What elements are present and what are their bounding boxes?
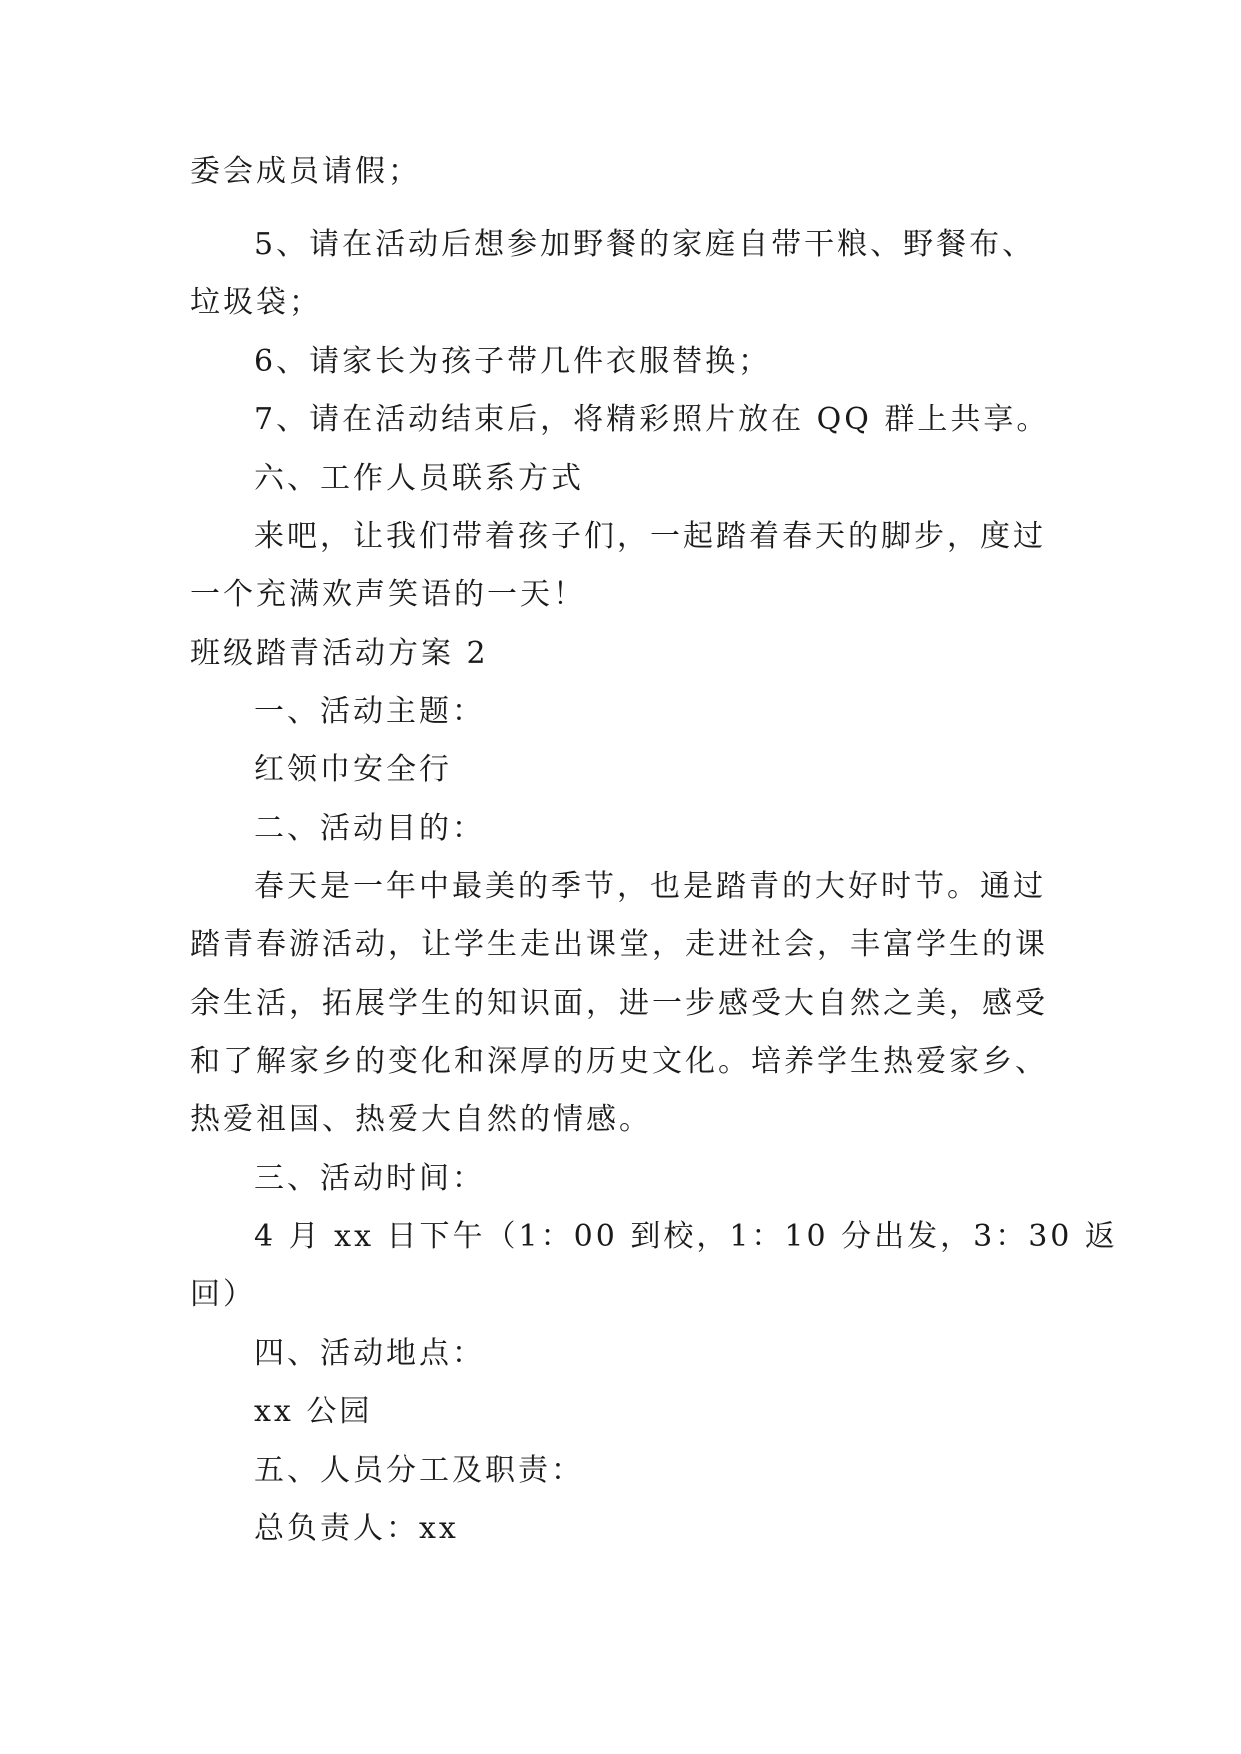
text-line-16: 和了解家乡的变化和深厚的历史文化。培养学生热爱家乡、 [190,1044,1048,1079]
text-line-13: 春天是一年中最美的季节，也是踏青的大好时节。通过 [254,869,1046,904]
text-line-5: 7、请在活动结束后，将精彩照片放在 QQ 群上共享。 [254,402,1050,437]
text-line-2: 5、请在活动后想参加野餐的家庭自带干粮、野餐布、 [254,227,1036,262]
text-line-7: 来吧，让我们带着孩子们，一起踏着春天的脚步，度过 [254,519,1046,554]
text-line-1: 委会成员请假； [190,154,421,189]
text-line-3: 垃圾袋； [190,285,322,320]
text-line-21: 四、活动地点： [254,1336,485,1371]
text-line-19: 4 月 xx 日下午（1：00 到校，1：10 分出发，3：30 返 [254,1219,1118,1254]
text-line-10: 一、活动主题： [254,694,485,729]
text-line-14: 踏青春游活动，让学生走出课堂，走进社会，丰富学生的课 [190,927,1048,962]
text-line-15: 余生活，拓展学生的知识面，进一步感受大自然之美，感受 [190,986,1048,1021]
text-line-20: 回） [190,1277,256,1312]
text-line-12: 二、活动目的： [254,811,485,846]
text-line-6: 六、工作人员联系方式 [254,461,584,496]
text-line-11: 红领巾安全行 [254,752,452,787]
text-line-24: 总负责人：xx [254,1511,459,1546]
text-line-22: xx 公园 [254,1394,373,1429]
text-line-17: 热爱祖国、热爱大自然的情感。 [190,1102,652,1137]
section-title: 班级踏青活动方案 2 [190,636,489,671]
text-line-18: 三、活动时间： [254,1161,485,1196]
text-line-4: 6、请家长为孩子带几件衣服替换； [254,344,772,379]
text-line-23: 五、人员分工及职责： [254,1453,584,1488]
text-line-8: 一个充满欢声笑语的一天！ [190,577,586,612]
